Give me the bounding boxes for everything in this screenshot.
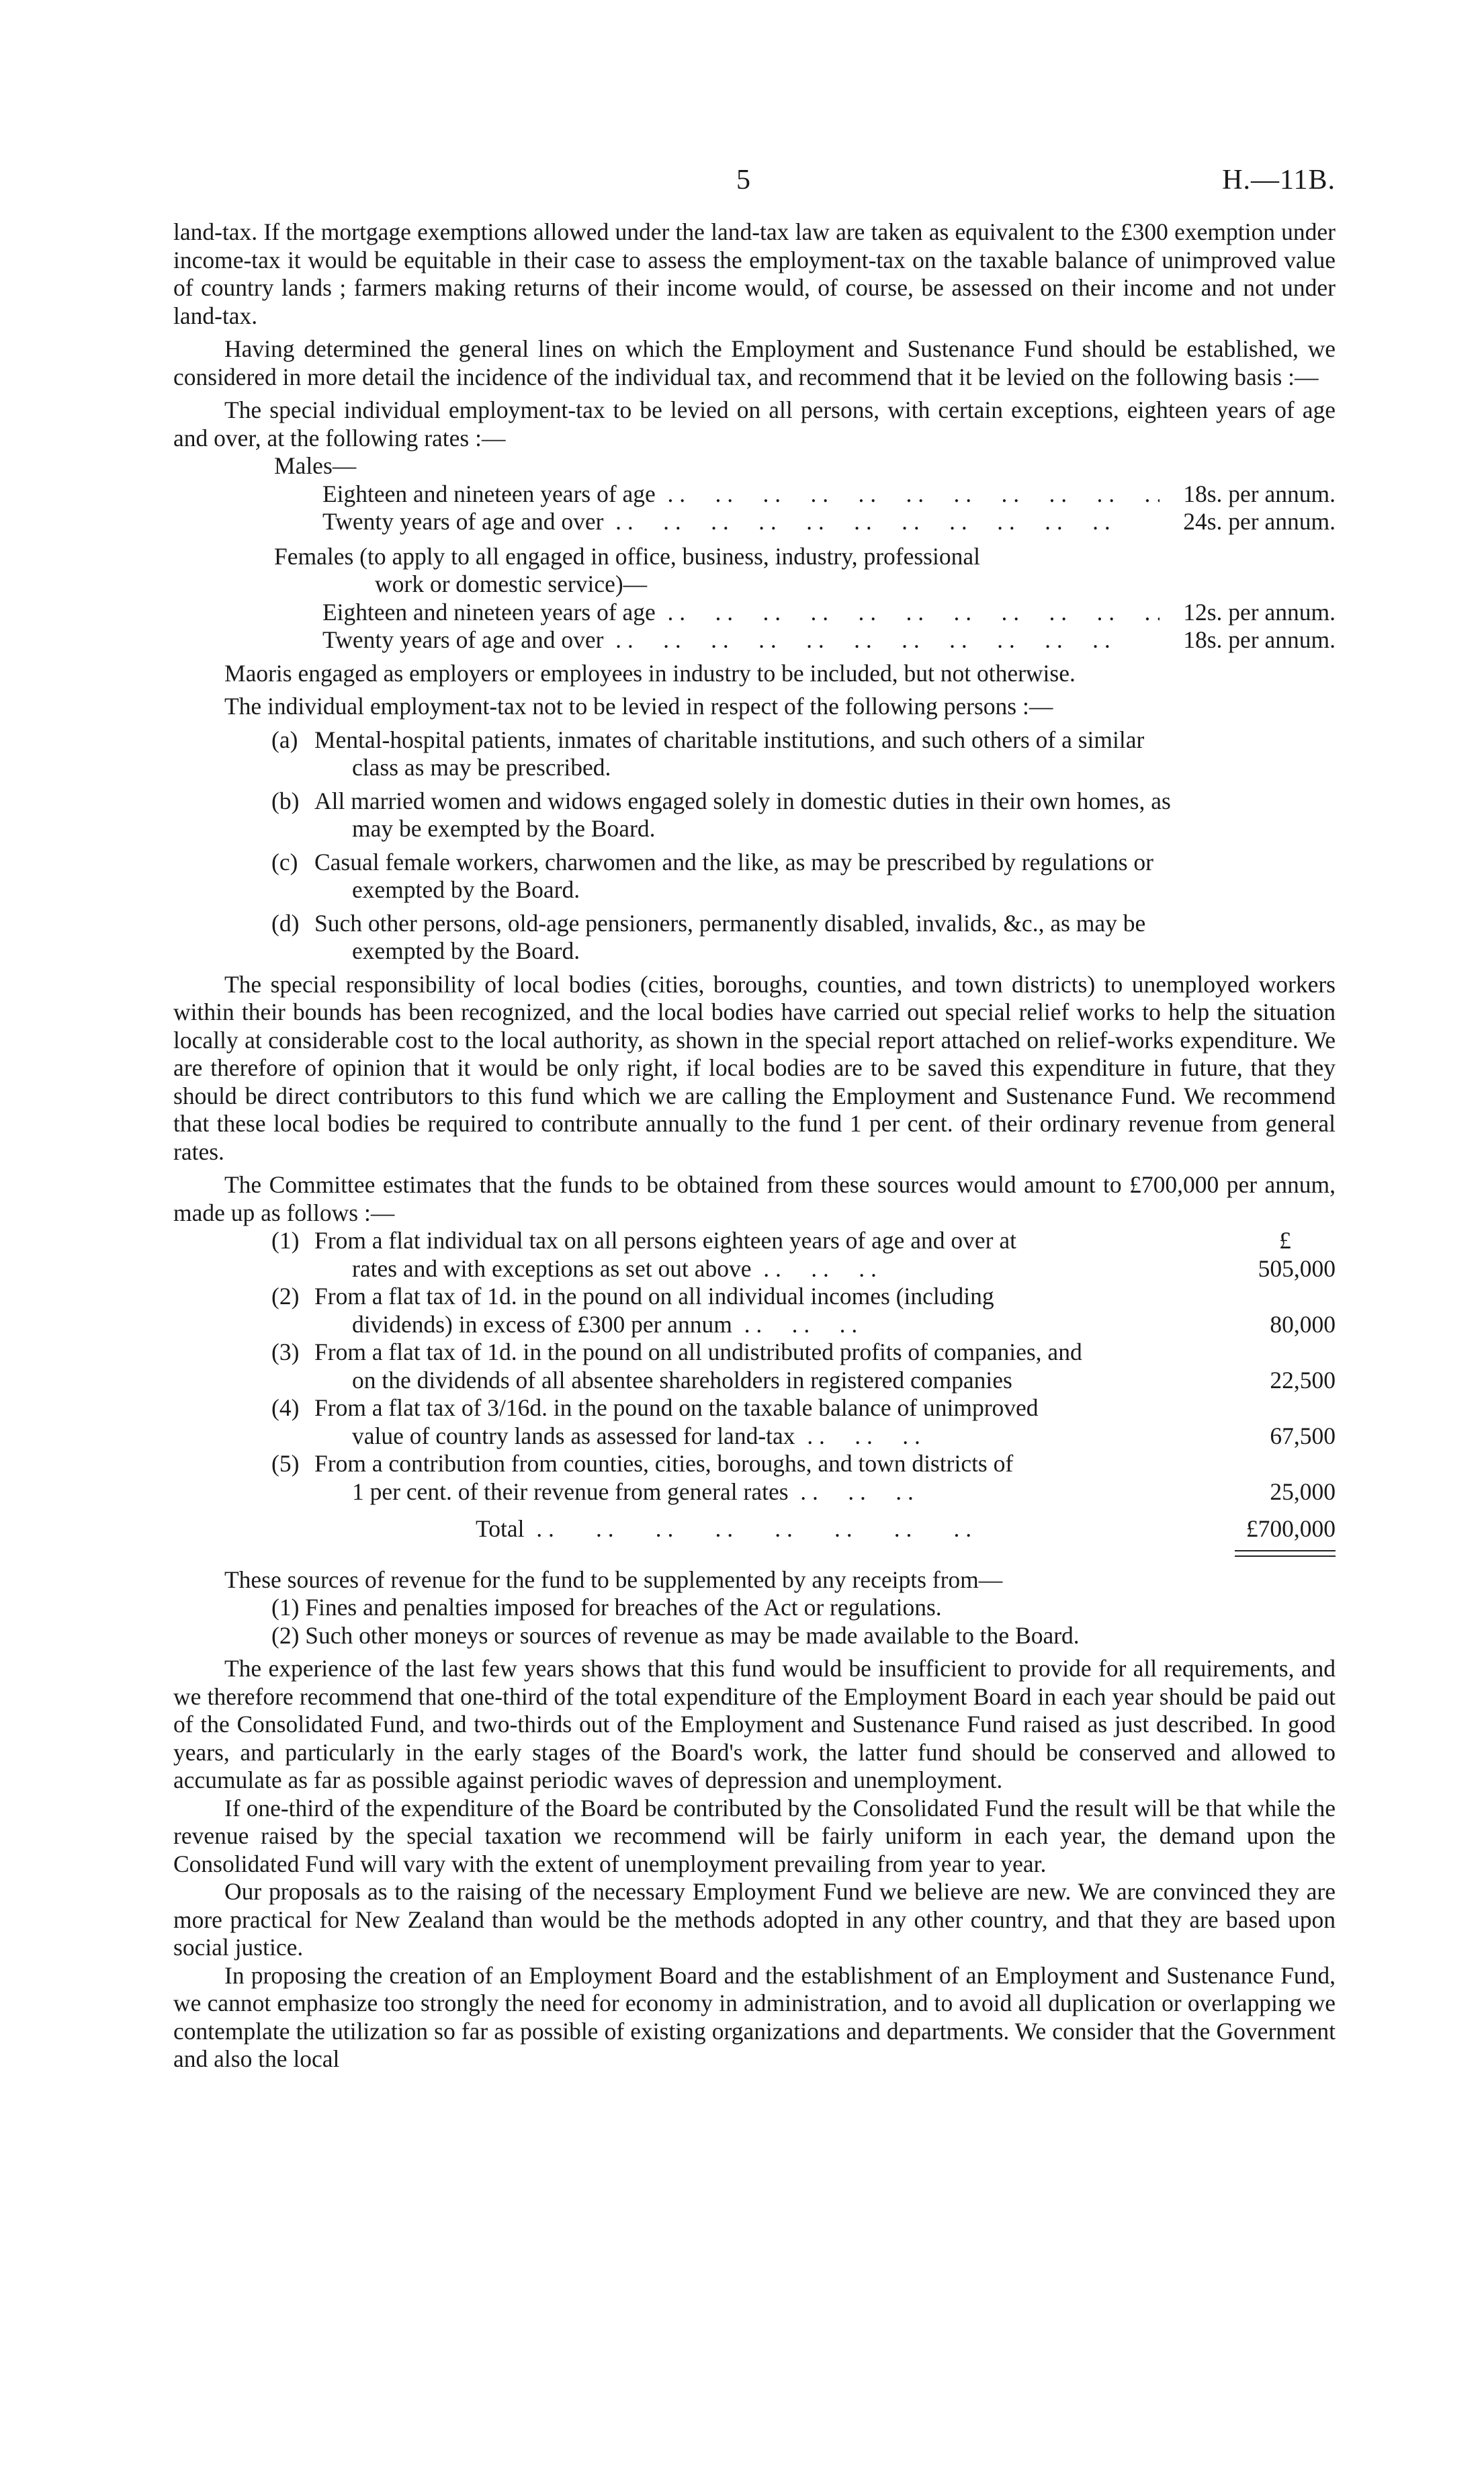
exemption-item: [271, 849, 1336, 904]
males-heading: Males—: [274, 452, 357, 479]
exemption-marker: (b): [271, 787, 300, 814]
exemption-text-continued: class as may be prescribed.: [352, 754, 611, 781]
fund-text: From a contribution from counties, cities, boroughs, and town districts of: [314, 1450, 1014, 1477]
page-header: [173, 167, 1336, 200]
fund-text-continued: 1 per cent. of their revenue from general rates . .: [314, 1478, 1208, 1506]
exemption-text: Such other persons, old-age pensioners, permanently disabled, invalids, &c., as may be: [314, 909, 1146, 937]
fund-text: From a flat individual tax on all persons eighteen years of age and over at: [314, 1227, 1016, 1254]
exemption-item: [271, 910, 1336, 966]
paragraph-maoris: Maoris engaged as employers or employees in industry to be included, but not otherwise.: [224, 659, 1076, 687]
exemption-text: Casual female workers, charwomen and the like, as may be prescribed by regulations or: [314, 848, 1153, 876]
fund-item: [271, 1394, 1336, 1450]
females-heading-continued: work or domestic service)—: [375, 570, 648, 597]
document-body: [173, 218, 1336, 2074]
rate-row: [173, 508, 1336, 536]
supplement-item: (1) Fines and penalties imposed for breaches of the Act or regulations.: [271, 1594, 942, 1621]
rate-label: Eighteen and nineteen years of age . .: [322, 599, 1160, 627]
exemption-text: All married women and widows engaged solely in domestic duties in their own homes, as: [314, 787, 1171, 814]
paragraph-local-bodies: The special responsibility of local bodies (cities, boroughs, counties, and town districts) to unemployed workers within their bounds has been recognized, and the local bodies have carried out special relief works to help the situation locally at considerable cost to the local authority, as shown in the special report attached on relief-works expenditure. We are therefore of opinion that it would be only right, if local bodies are to be saved this expenditure in future, that they should be direct contributors to this fund which we are calling the Employment and Sustenance Fund. We recommend that these local bodies be required to contribute annually to the fund 1 per cent. of their ordinary revenue from general rates.: [173, 970, 1336, 1165]
paragraph-special-tax: The special individual employment-tax to be levied on all persons, with certain exceptions, eighteen years of age and over, at the following rates :—: [173, 396, 1336, 452]
paragraph-estimates: The Committee estimates that the funds to be obtained from these sources would amount to £700,000 per annum, made up as follows :—: [173, 1171, 1336, 1226]
exemption-marker: (d): [271, 909, 300, 937]
paragraph-one-third: If one-third of the expenditure of the Board be contributed by the Consolidated Fund the result will be that while the revenue raised by the special taxation we recommend will be fairly uniform in each year, the demand upon the Consolidated Fund will vary with the extent of unemployment prevailing from year to year.: [173, 1794, 1336, 1877]
fund-text: From a flat tax of 3/16d. in the pound on the taxable balance of unimproved: [314, 1394, 1039, 1421]
rates-table: [173, 452, 1336, 654]
exemptions-list: [173, 726, 1336, 966]
females-heading: Females (to apply to all engaged in office, business, industry, professional: [274, 542, 980, 570]
fund-item: [271, 1450, 1336, 1506]
total-label: Total . .: [476, 1515, 1208, 1543]
paragraph-supplemented: These sources of revenue for the fund to be supplemented by any receipts from—: [224, 1566, 1003, 1593]
fund-text-continued: on the dividends of all absentee shareholders in registered companies: [352, 1366, 1012, 1394]
fund-text-continued: value of country lands as assessed for land-tax . .: [314, 1422, 1208, 1451]
funds-table: [173, 1227, 1336, 1506]
rate-value: 18s. per annum.: [1183, 626, 1336, 653]
fund-item: [271, 1338, 1336, 1394]
fund-item: [271, 1283, 1336, 1338]
fund-amount: 67,500: [1270, 1422, 1336, 1449]
paragraph-experience: The experience of the last few years shows that this fund would be insufficient to provide for all requirements, and we therefore recommend that one-third of the total expenditure of the Employment Board in each year should be paid out of the Consolidated Fund, and two-thirds out of the Employment and Sustenance Fund raised as just described. In good years, and particularly in the early stages of the Board's work, the latter fund should be conserved and allowed to accumulate as far as possible against periodic waves of depression and unemployment.: [173, 1655, 1336, 1793]
rate-value: 12s. per annum.: [1183, 598, 1336, 626]
total-double-rule: [1235, 1550, 1336, 1557]
exemption-item: [271, 787, 1336, 843]
rate-value: 24s. per annum.: [1183, 508, 1336, 535]
page-number: 5: [736, 165, 750, 196]
fund-marker: (3): [271, 1338, 300, 1365]
fund-item: [271, 1227, 1336, 1283]
fund-amount: 22,500: [1270, 1366, 1336, 1394]
fund-marker: (2): [271, 1283, 300, 1310]
paragraph-basis: Having determined the general lines on which the Employment and Sustenance Fund should be established, we considered in more detail the incidence of the individual tax, and recommend that it be levied on the following basis :—: [173, 335, 1336, 390]
currency-symbol: £: [1279, 1227, 1291, 1254]
rate-label: Twenty years of age and over . .: [322, 626, 1160, 654]
exemption-text: Mental-hospital patients, inmates of charitable institutions, and such others of a similar: [314, 726, 1145, 753]
exemption-text-continued: exempted by the Board.: [352, 937, 580, 964]
fund-amount: 25,000: [1270, 1478, 1336, 1505]
exemption-text-continued: exempted by the Board.: [352, 876, 580, 903]
exemption-marker: (a): [271, 726, 298, 753]
rate-label: Eighteen and nineteen years of age . .: [322, 480, 1160, 509]
fund-amount: 80,000: [1270, 1310, 1336, 1338]
fund-marker: (4): [271, 1394, 300, 1421]
intro-paragraph: land-tax. If the mortgage exemptions allowed under the land-tax law are taken as equivalent to the £300 exemption under income-tax it would be equitable in their case to assess the employment-tax on the taxable balance of unimproved value of country lands ; farmers making returns of their income would, of course, be assessed on their income and not under land-tax.: [173, 218, 1336, 329]
rate-row: [173, 599, 1336, 627]
rate-row: [173, 626, 1336, 654]
exemption-text-continued: may be exempted by the Board.: [352, 815, 656, 842]
fund-marker: (1): [271, 1227, 300, 1254]
document-reference: H.—11B.: [1222, 165, 1336, 196]
exemption-item: [271, 726, 1336, 782]
exemption-marker: (c): [271, 848, 298, 876]
fund-text-continued: rates and with exceptions as set out above . .: [314, 1255, 1208, 1283]
fund-amount: 505,000: [1258, 1254, 1336, 1282]
total-amount: £700,000: [1246, 1515, 1336, 1542]
fund-text: From a flat tax of 1d. in the pound on all undistributed profits of companies, and: [314, 1338, 1082, 1365]
rate-label: Twenty years of age and over . .: [322, 508, 1160, 536]
supplement-item: (2) Such other moneys or sources of revenue as may be made available to the Board.: [271, 1621, 1080, 1649]
paragraph-not-levied: The individual employment-tax not to be levied in respect of the following persons :—: [224, 693, 1053, 720]
rate-row: [173, 480, 1336, 509]
fund-text-continued: dividends) in excess of £300 per annum . .: [314, 1311, 1208, 1339]
rate-value: 18s. per annum.: [1183, 480, 1336, 507]
fund-marker: (5): [271, 1450, 300, 1477]
fund-text: From a flat tax of 1d. in the pound on all individual incomes (including: [314, 1283, 994, 1310]
paragraph-creation: In proposing the creation of an Employment Board and the establishment of an Employment and Sustenance Fund, we cannot emphasize too strongly the need for economy in administration, and to avoid all duplication or overlapping we contemplate the utilization so far as possible of existing organizations and departments. We consider that the Government and also the local: [173, 1961, 1336, 2072]
paragraph-proposals: Our proposals as to the raising of the necessary Employment Fund we believe are new. We are convinced they are more practical for New Zealand than would be the methods adopted in any other country, and that they are based upon social justice.: [173, 1878, 1336, 1961]
funds-total-row: [173, 1515, 1336, 1543]
